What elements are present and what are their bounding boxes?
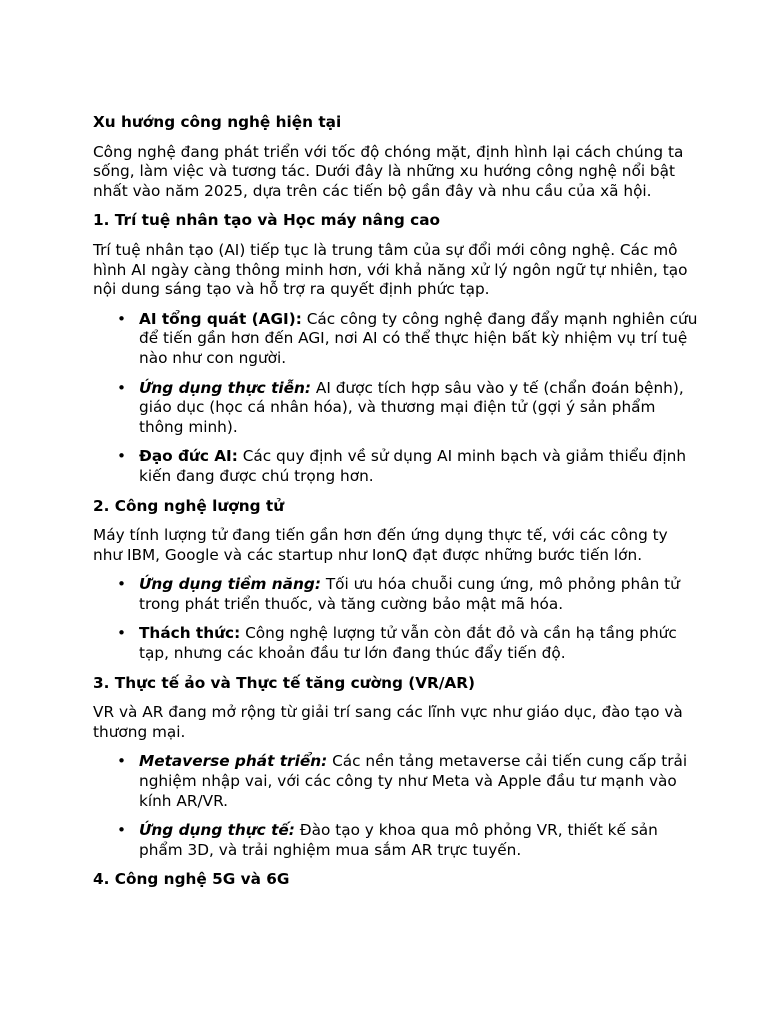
bullet-dot-icon: • (117, 821, 127, 840)
bullet-list-quantum (93, 575, 698, 663)
bullet-list-ai (93, 310, 698, 487)
bullet-dot-icon: • (117, 624, 127, 643)
bullet-text: Tối ưu hóa chuỗi cung ứng, mô phỏng phân tử trong phát triển thuốc, và tăng cường bảo mật mã hóa. (139, 575, 680, 613)
bullet-dot-icon: • (117, 309, 127, 328)
section-heading-vr-ar: 3. Thực tế ảo và Thực tế tăng cường (VR/AR) (93, 673, 476, 692)
section-paragraph-ai: Trí tuệ nhân tạo (AI) tiếp tục là trung tâm của sự đổi mới công nghệ. Các mô hình AI ngày càng thông minh hơn, với khả năng xử lý ngôn ngữ tự nhiên, tạo nội dung sáng tạo và hỗ trợ ra quyết định phức tạp. (93, 240, 688, 299)
section-heading-ai: 1. Trí tuệ nhân tạo và Học máy nâng cao (93, 211, 441, 230)
bullet-list-vr-ar (93, 752, 698, 860)
section-paragraph-quantum: Máy tính lượng tử đang tiến gần hơn đến ứng dụng thực tế, với các công ty như IBM, Google và các startup như IonQ đạt được những bước tiến lớn. (93, 526, 668, 564)
list-item (93, 821, 698, 860)
bullet-text: Đào tạo y khoa qua mô phỏng VR, thiết kế sản phẩm 3D, và trải nghiệm mua sắm AR trực tuyến. (139, 821, 658, 859)
bullet-text: Các nền tảng metaverse cải tiến cung cấp trải nghiệm nhập vai, với các công ty như Meta và Apple đầu tư mạnh vào kính AR/VR. (139, 752, 688, 810)
bullet-text: Công nghệ lượng tử vẫn còn đắt đỏ và cần hạ tầng phức tạp, nhưng các khoản đầu tư lớn đang thúc đẩy tiến độ. (139, 624, 677, 663)
intro-paragraph: Công nghệ đang phát triển với tốc độ chóng mặt, định hình lại cách chúng ta sống, làm việc và tương tác. Dưới đây là những xu hướng công nghệ nổi bật nhất vào năm 2025, dựa trên các tiến bộ gần đây và nhu cầu của xã hội. (93, 142, 684, 200)
bullet-text: AI được tích hợp sâu vào y tế (chẩn đoán bệnh), giáo dục (học cá nhân hóa), và thương mại điện tử (gợi ý sản phẩm thông minh). (139, 378, 684, 436)
document-title: Xu hướng công nghệ hiện tại (93, 113, 342, 131)
section-heading-quantum: 2. Công nghệ lượng tử (93, 496, 285, 515)
list-item (93, 752, 698, 811)
bullet-dot-icon: • (117, 752, 127, 771)
section-heading-5g-6g: 4. Công nghệ 5G và 6G (93, 870, 290, 889)
bullet-text: Các quy định về sử dụng AI minh bạch và giảm thiểu định kiến đang được chú trọng hơn. (139, 447, 687, 485)
section-paragraph-vr-ar: VR và AR đang mở rộng từ giải trí sang các lĩnh vực như giáo dục, đào tạo và thương mại. (93, 703, 683, 741)
list-item (93, 575, 698, 614)
list-item (93, 447, 698, 486)
bullet-dot-icon: • (117, 575, 127, 594)
list-item (93, 624, 698, 663)
list-item (93, 310, 698, 369)
bullet-dot-icon: • (117, 447, 127, 466)
bullet-term: Thách thức: (139, 624, 241, 643)
bullet-text: Các công ty công nghệ đang đẩy mạnh nghiên cứu để tiến gần hơn đến AGI, nơi AI có thể thực hiện bất kỳ nhiệm vụ trí tuệ nào như con người. (139, 309, 698, 367)
bullet-term: Đạo đức AI: (139, 447, 238, 466)
bullet-term: Ứng dụng thực tiễn: (139, 378, 312, 397)
bullet-term: AI tổng quát (AGI): (139, 309, 302, 328)
bullet-term: Ứng dụng tiềm năng: (139, 575, 321, 594)
bullet-term: Ứng dụng thực tế: (139, 821, 295, 840)
list-item (93, 379, 698, 438)
bullet-dot-icon: • (117, 378, 127, 397)
bullet-term: Metaverse phát triển: (139, 752, 328, 771)
